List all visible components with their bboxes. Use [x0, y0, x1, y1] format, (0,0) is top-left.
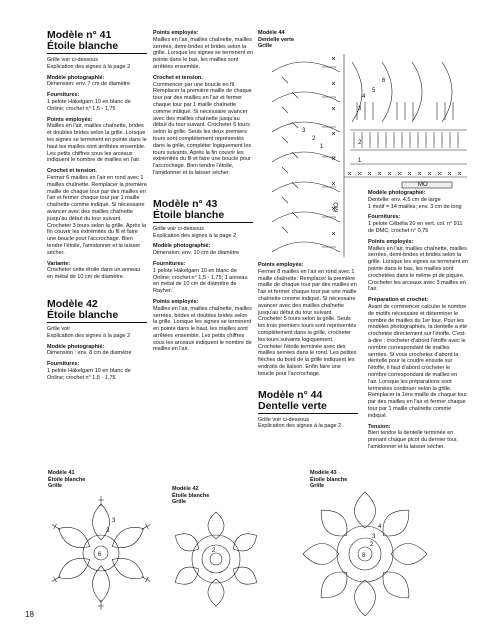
photo-text: Dimension: env. 7 cm de diamètre: [47, 81, 131, 88]
caption-line: Étoile blanche: [48, 476, 86, 483]
stitches-label: Points employés:: [153, 298, 199, 305]
supplies-text: 1 pelote Häkelgarn 10 en blanc de Online; crochet n° 1,5 - 1,75: [47, 367, 131, 381]
stitches-label: Points employés:: [258, 262, 304, 268]
page-number: 18: [25, 610, 34, 619]
intro-line: Explication des signes à la page 2: [258, 423, 342, 430]
stitches-label: Points employés:: [153, 30, 199, 36]
row-label: 1: [358, 158, 362, 164]
model-42-continued-column: [153, 30, 253, 357]
model-41-column: [47, 30, 147, 385]
row-label: 2: [358, 140, 362, 146]
model-44-intro: [258, 417, 358, 431]
tension-text: Commencer par une boucle en fil. Remplacer la première maille de chaque tour par des mailles en l'air et fermer chaque tour par 1 maille chaînette comme indiqué. Si nécessaire avancer avec des mailles chaînette jusqu'au début du tour suivant. Crocheter 6 tours selon la grille. Seuls les deux premiers tours sont complètement représentés dans la grille, compléter logiquement les tours suivants. Après la fin couvrir les extrémités du fil et faire une boucle pour l'accrochage. Bien tendre l'étoile, l'amidonner et la laisser sécher.: [153, 81, 252, 176]
row-label: 1: [320, 144, 324, 150]
photo-text: Dimension : env. 8 cm de diamètre: [47, 350, 132, 357]
caption-line: Dentelle verte: [258, 36, 295, 43]
round-label: 3: [372, 534, 376, 540]
model-44-subtitle: Dentelle verte: [258, 399, 327, 412]
foundation-label: MO: [334, 202, 340, 212]
model-43-subtitle: Étoile blanche: [153, 208, 225, 221]
model-42-subtitle: Étoile blanche: [47, 308, 119, 321]
tension-text: Bien tendre la dentelle terminée en prenant chaque picot du dernier tour, l'amidonner et la laisser sécher.: [368, 430, 458, 450]
star-41-diagram: [40, 492, 162, 614]
photo-text: Dimension: env. 10 cm de diamètre: [153, 250, 240, 257]
caption-line: Étoile blanche: [310, 476, 348, 483]
stitches-text: Mailles en l'air, mailles chaînette, brides et doubles brides selon la grille. Lorsque les signes se terminent en pointe dans le haut les mailles sont arrêtées ensemble. Les petits chiffres sous les arceaux indiquent le nombre de mailles en l'air.: [47, 123, 147, 164]
row-label: 5: [372, 88, 376, 94]
lace-chart-diagram: [262, 52, 470, 260]
caption-line: Grille: [258, 43, 273, 49]
prep-label: Préparation et crochet:: [368, 297, 429, 304]
tension-label: Tension:: [368, 423, 391, 430]
model-43-heading: [153, 199, 253, 223]
intro-line: Grille voir ci-dessous: [153, 225, 205, 232]
intro-line: Grille voir ci-dessous: [47, 57, 99, 63]
row-label: 6: [382, 78, 386, 84]
stitches-text: Mailles en l'air, mailles chaînette, mailles serrées, demi-brides et brides selon la grille. Lorsque les signes se terminent en pointe dans le bas, les mailles sont arrêtées ensemble.: [153, 36, 253, 70]
photo-label: Modèle photographié:: [47, 74, 105, 81]
model-41-heading: [47, 30, 147, 54]
row-label: 2: [312, 136, 316, 142]
round-label: 2: [370, 542, 374, 548]
supplies-text: 1 pelote Häkelgarn 10 en blanc de Online; crochet n° 1,5 - 1,75; 1 anneau en métal de 10 cm de diamètre de Rayher.: [153, 267, 248, 295]
row-label: 3: [302, 128, 306, 134]
model-42-intro: [47, 326, 147, 340]
diagram-42-caption: [172, 486, 209, 506]
intro-line: Grille voir ci-dessous: [258, 416, 310, 423]
model-41-intro: [47, 57, 147, 71]
supplies-label: Fournitures:: [153, 260, 186, 267]
stitches-text: Fermer 8 mailles en l'air en rond avec 1 maille chaînette. Remplacer la première maille de chaque tour par des mailles en l'air et fermer chaque tour par une maille chaînette comme indiqué. Si nécessaire avancer avec des mailles chaînette jusqu'au début du tour suivant. Crocheter 5 tours selon la grille. Seuls les trois premiers tours sont représentés complètement dans la grille, crocheter les tours suivants logiquement. Crocheter l'étoile terminée avec des mailles serrées dans le rond. Les petites flèches du bord de la grille indiquent les endroits de liaison. Enfin faire une boucle pour l'accrochage.: [258, 268, 357, 377]
model-44-heading: [258, 390, 358, 414]
model-44-title: Modèle n° 44: [258, 388, 323, 401]
diagram-43-caption: [310, 470, 347, 490]
round-label: 2: [212, 548, 216, 554]
photo-label: Modèle photographié:: [368, 190, 426, 196]
center-label: 8: [362, 553, 366, 559]
model-43-intro: [153, 226, 253, 240]
tension-label: Crochet et tension.: [47, 168, 97, 175]
photo-text: Dentelle: env. 4,5 cm de large 1 motif = 14 mailles; env. 3 cm de long: [368, 196, 462, 210]
caption-line: Grille: [48, 483, 63, 489]
intro-line: Grille voir: [47, 325, 71, 332]
round-label: 4: [378, 524, 382, 530]
model-43-continued-column: [258, 262, 358, 434]
stitches-text: Mailles en l'air, mailles chaînette, mailles serrées, demi-brides et brides selon la grille. Lorsque les signes se terminent en pointe dans le bas, les mailles sont crochetées dans le même pt de piquire. Crocheter les arceaux avec 3 mailles en l'air.: [368, 245, 468, 293]
variant-label: Variante:: [47, 260, 71, 267]
diagram-44-caption: [258, 30, 294, 50]
photo-label: Modèle photographié:: [47, 343, 105, 350]
supplies-text: 1 pelote Cébélia 20 en vert, col. n° 911 de DMC; crochet n° 0,75: [368, 221, 463, 234]
supplies-label: Fournitures:: [368, 214, 401, 221]
caption-line: Modèle 43: [310, 470, 337, 476]
caption-line: Modèle 44: [258, 30, 285, 36]
foundation-label: MO: [418, 182, 428, 188]
stitches-text: Mailles en l'air, mailles chaînette, mailles serrées, brides et doubles brides selon la grille. Lorsque les signes se terminent en pointe dans le haut, les mailles sont arrêtées ensemble. Les petits chiffres sous les arceaux indiquent le nombre de mailles en l'air.: [153, 305, 252, 353]
model-42-heading: [47, 299, 147, 323]
intro-line: Explication des signes à la page 2: [47, 63, 131, 70]
tension-text: Fermer 6 mailles en l'air en rond avec 1 mailles chaînette. Remplacer la première maille de chaque tour par des mailles en l'air et fermer chaque tour par 1 maille chaînette comme indiqué. Si nécessaire avancer avec des mailles chaînette jusqu'au début du tour suivant. Crocheter 3 tours selon la grille. Après la fin couvrir les extrémités du fil et faire une boucle pour l'accrochage. Bien tendre l'étoile, l'amidonner et la laisser sécher.: [47, 174, 147, 256]
row-label: 4: [362, 94, 366, 100]
model-42-title: Modèle 42: [47, 297, 98, 310]
photo-label: Modèle photographié:: [153, 243, 211, 250]
round-label: 3: [112, 518, 116, 524]
round-label: 3: [106, 528, 110, 534]
model-41-subtitle: Étoile blanche: [47, 40, 119, 52]
center-label: 6: [98, 552, 102, 558]
stitches-label: Points employés:: [47, 116, 93, 123]
supplies-label: Fournitures:: [47, 361, 80, 368]
caption-line: Grille: [172, 499, 187, 505]
star-42-diagram: [160, 506, 272, 612]
star-43-diagram: [290, 488, 440, 616]
row-label: 3: [358, 106, 362, 112]
model-41-title: Modèle n° 41: [47, 29, 112, 41]
caption-line: Modèle 41: [48, 470, 75, 476]
prep-text: Avant de commencer calculer le nombre de motifs nécessaire et déterminer le nombre de mailles du 1er tour. Pour les modèles photographiés, la dentelle a été crochetée directement sur l'étoffe. C'est-à-dire : crocheter d'abord l'étoffe avec le nombre correspondant de mailles serrées. Si vous crochetez d'abord la dentelle pour la coudre ensuite sur l'étoffe, il faut d'abord crocheter le nombre correspondant de mailles en l'air. Lorsque les préparations sont terminées continuer selon la grille. Remplacer la 1ère maille de chaque tour par des mailles en l'air et fermer chaque tour par 1 maille chaînette comme indiqué.: [368, 303, 468, 419]
supplies-label: Fournitures:: [47, 92, 80, 99]
model-43-title: Modèle n° 43: [153, 197, 218, 210]
intro-line: Explication des signes à la page 2: [47, 332, 131, 339]
caption-line: Modèle 42: [172, 486, 199, 492]
intro-line: Explication des signes à la page 2: [153, 232, 237, 239]
caption-line: Grille: [310, 483, 325, 489]
caption-line: Étoile blanche: [172, 492, 210, 499]
tension-label: Crochet et tension.: [153, 74, 203, 81]
supplies-text: 1 pelote Häkelgarn 10 en blanc de Online; crochet n° 1,5 - 1,75: [47, 98, 131, 112]
diagram-41-caption: [48, 470, 85, 490]
stitches-label: Points employés:: [368, 238, 414, 245]
variant-text: Crocheter cette étoile dans un anneau en métal de 10 cm de diamètre.: [47, 267, 141, 281]
